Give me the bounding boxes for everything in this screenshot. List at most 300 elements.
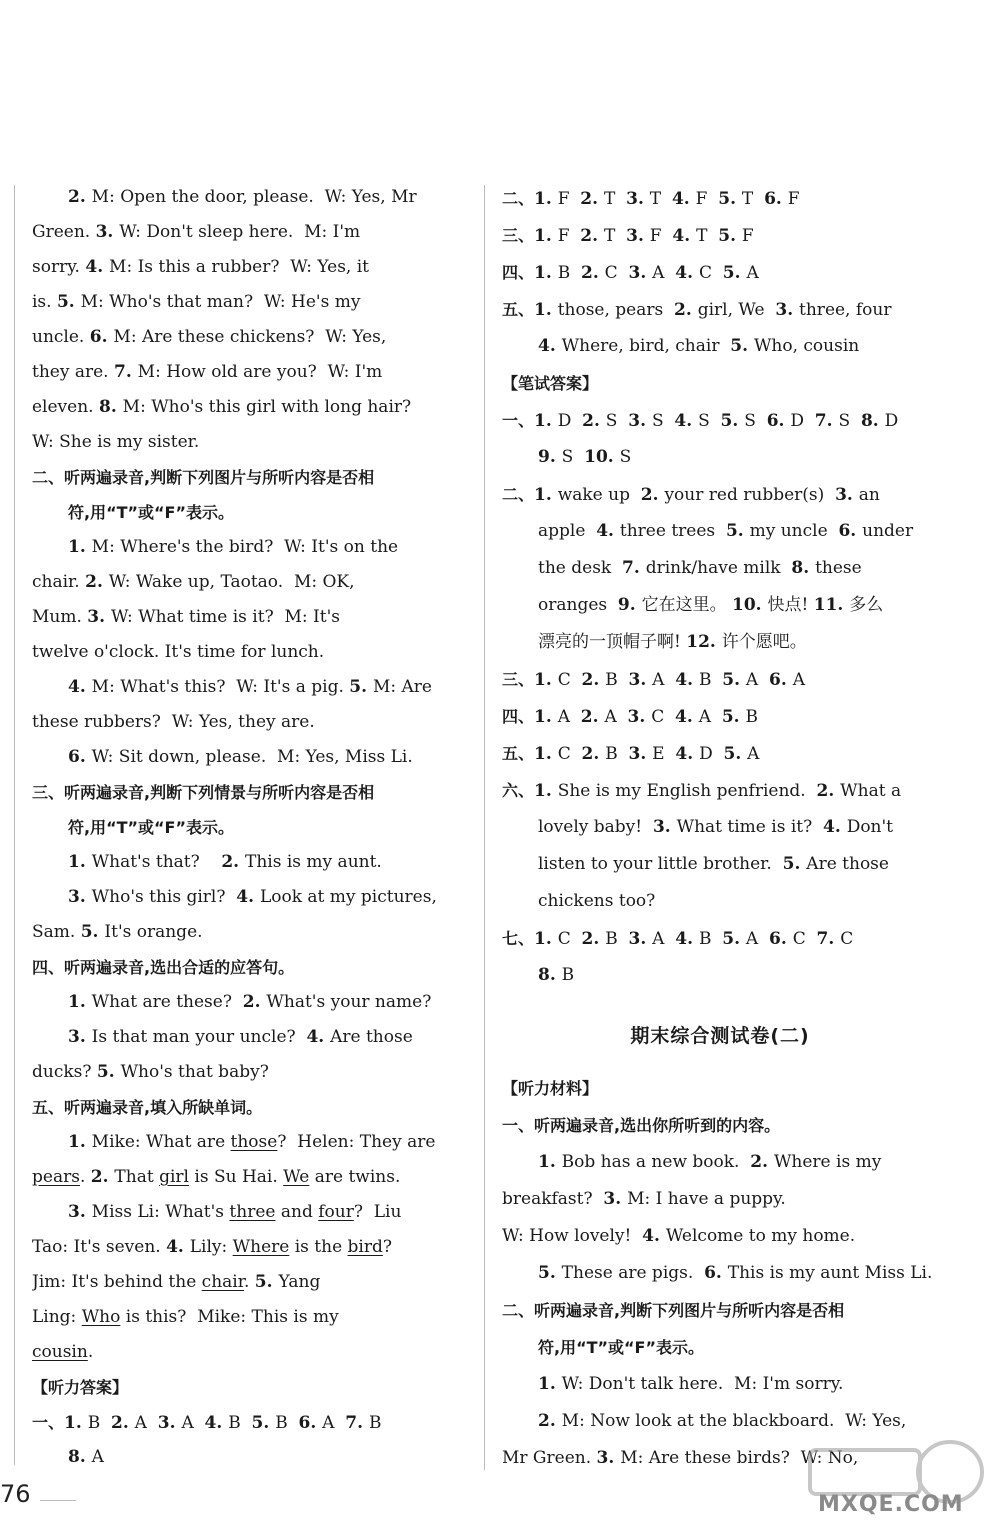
text-line (502, 365, 938, 402)
text-run: B (698, 670, 723, 690)
text-line (32, 1265, 470, 1300)
text-run: Lily: (189, 1237, 233, 1257)
text-run: B (745, 707, 758, 727)
section-heading: 一、听两遍录音,选出你所听到的内容。 (502, 1116, 781, 1135)
item-number: 2. (221, 852, 246, 872)
text-line (502, 1329, 938, 1366)
item-number: 4. (236, 887, 260, 907)
item-number: 6. (764, 189, 788, 209)
item-number: 3. (626, 226, 650, 246)
text-line (32, 600, 470, 635)
text-line (32, 1440, 470, 1475)
text-line (32, 1020, 470, 1055)
item-number: 4. (671, 189, 696, 209)
item-number: 4. (674, 411, 699, 431)
item-number: 4. (538, 336, 562, 356)
text-line (32, 845, 470, 880)
item-number: 5. (56, 292, 81, 312)
text-run: Mr Green. (502, 1448, 597, 1468)
section-heading: 七、 (502, 929, 535, 948)
text-run: F (741, 226, 754, 246)
listening-material-section (502, 1070, 938, 1477)
text-line (502, 1218, 938, 1255)
text-run: sorry. (32, 257, 86, 277)
item-number: 5. (720, 411, 745, 431)
text-run: F (695, 189, 719, 209)
item-number: 3. (627, 707, 652, 727)
item-number: 4. (596, 521, 620, 541)
text-run: W: How lovely! (502, 1226, 643, 1246)
item-number: 7. (814, 411, 839, 431)
text-line (32, 1405, 470, 1440)
text-line (502, 661, 938, 698)
text-run: F (787, 189, 800, 209)
section-heading: 三、 (502, 226, 535, 245)
text-run: Mum. (32, 607, 88, 627)
item-number: 3. (68, 1027, 92, 1047)
item-number: 2. (85, 572, 109, 592)
text-line (502, 291, 938, 328)
text-run: M: Who's that man? W: He's my (80, 292, 361, 312)
underlined-answer: Who (81, 1307, 121, 1327)
text-run: A (792, 670, 805, 690)
item-number: 5. (538, 1263, 562, 1283)
item-number: 1. (534, 300, 558, 320)
text-run: A (746, 263, 759, 283)
text-run: W: She is my sister. (32, 432, 200, 452)
text-run: Who, cousin (753, 336, 860, 356)
item-number: 3. (628, 411, 652, 431)
text-run: A (745, 670, 770, 690)
item-number: 5. (254, 1272, 279, 1292)
text-run: A (91, 1447, 104, 1467)
text-run: S (561, 447, 585, 467)
item-number: 4. (642, 1226, 666, 1246)
text-run: S (698, 411, 721, 431)
text-run: three, four (799, 300, 892, 320)
text-line (502, 920, 938, 957)
section-heading: 符,用“T”或“F”表示。 (538, 1338, 704, 1357)
text-run: Welcome to my home. (665, 1226, 856, 1246)
text-run: an (858, 485, 880, 505)
item-number: 4. (675, 929, 699, 949)
text-run: is. (32, 292, 57, 312)
item-number: 5. (725, 521, 750, 541)
item-number: 3. (603, 1189, 628, 1209)
text-run: A (134, 1413, 158, 1433)
item-number: 5. (718, 226, 742, 246)
text-run: A (698, 707, 722, 727)
text-run: A (747, 744, 760, 764)
item-number: 4. (204, 1413, 229, 1433)
item-number: 4. (166, 1237, 190, 1257)
text-run: What's that? (91, 852, 222, 872)
item-number: 2. (750, 1152, 774, 1172)
text-line (32, 1195, 470, 1230)
text-run: What are these? (91, 992, 243, 1012)
item-number: 2. (581, 744, 606, 764)
item-number: 3. (626, 189, 650, 209)
text-run: girl, We (697, 300, 776, 320)
item-number: 2. (640, 485, 665, 505)
text-line (32, 180, 470, 215)
text-run: F (649, 226, 673, 246)
item-number: 7. (622, 558, 646, 578)
item-number: 1. (534, 929, 558, 949)
item-number: 3. (835, 485, 859, 505)
item-number: 3. (775, 300, 800, 320)
text-run: M: How old are you? W: I'm (137, 362, 383, 382)
text-run: M: Are (372, 677, 432, 697)
text-run: A (652, 670, 676, 690)
section-heading: 六、 (502, 781, 535, 800)
text-run: What's your name? (266, 992, 432, 1012)
text-run: A (557, 707, 581, 727)
item-number: 9. (538, 447, 562, 467)
text-run: Tao: It's seven. (32, 1237, 167, 1257)
item-number: 4. (675, 707, 699, 727)
item-number: 1. (64, 1413, 88, 1433)
text-line (502, 772, 938, 809)
text-run: Where is my (773, 1152, 882, 1172)
text-line (32, 705, 470, 740)
item-number: 2. (580, 226, 604, 246)
text-run: 它在这里。 (641, 595, 732, 615)
item-number: 2. (674, 300, 698, 320)
text-run: M: Is this a rubber? W: Yes, it (109, 257, 369, 277)
item-number: 1. (534, 226, 558, 246)
section-heading: 四、 (502, 263, 535, 282)
text-run: C (604, 263, 629, 283)
underlined-answer: cousin (32, 1342, 88, 1362)
text-line (32, 530, 470, 565)
text-run: B (228, 1413, 252, 1433)
underlined-answer: those (230, 1132, 278, 1152)
text-run: M: Are these birds? W: No, (620, 1448, 859, 1468)
text-run: W: Wake up, Taotao. M: OK, (108, 572, 355, 592)
text-run: B (605, 929, 629, 949)
item-number: 6. (766, 411, 791, 431)
item-number: 3. (596, 1448, 621, 1468)
text-line (32, 880, 470, 915)
item-number: 2. (90, 1167, 115, 1187)
text-line (32, 1230, 470, 1265)
section-heading: 一、 (32, 1413, 65, 1432)
text-run: T (741, 189, 765, 209)
text-run: A (181, 1413, 205, 1433)
item-number: 3. (652, 817, 677, 837)
text-run: T (696, 226, 719, 246)
item-number: 6. (89, 327, 114, 347)
text-line (502, 624, 938, 661)
text-line (502, 1181, 938, 1218)
text-run: W: Don't talk here. M: I'm sorry. (561, 1374, 844, 1394)
text-line (32, 1090, 470, 1125)
item-number: 6. (838, 521, 863, 541)
item-number: 9. (617, 595, 642, 615)
item-number: 1. (534, 781, 558, 801)
text-line (32, 985, 470, 1020)
text-run: ? (382, 1237, 392, 1257)
section-heading: 三、 (502, 670, 535, 689)
item-number: 7. (816, 929, 841, 949)
text-run: W: Sit down, please. M: Yes, Miss Li. (91, 747, 413, 767)
text-run: What a (840, 781, 902, 801)
item-number: 5. (96, 1062, 121, 1082)
item-number: 1. (534, 670, 558, 690)
text-run: breakfast? (502, 1189, 604, 1209)
text-run: A (652, 263, 676, 283)
item-number: 8. (791, 558, 816, 578)
item-number: 2. (538, 1411, 562, 1431)
underlined-answer: We (283, 1167, 310, 1187)
text-line (502, 809, 938, 846)
text-run: 许个愿吧。 (721, 632, 807, 652)
left-column (32, 180, 470, 1475)
text-run: twelve o'clock. It's time for lunch. (32, 642, 325, 662)
item-number: 2. (68, 187, 92, 207)
text-line (32, 355, 470, 390)
text-run: B (557, 263, 581, 283)
text-line (32, 1335, 470, 1370)
text-line (32, 215, 470, 250)
text-line (32, 425, 470, 460)
item-number: 3. (68, 1202, 92, 1222)
text-run: M: What's this? W: It's a pig. (91, 677, 350, 697)
item-number: 10. (584, 447, 620, 467)
text-run: is Su Hai. (188, 1167, 284, 1187)
text-run: Are those (330, 1027, 413, 1047)
text-run: chair. (32, 572, 86, 592)
text-run: M: Are these chickens? W: Yes, (113, 327, 387, 347)
text-line (502, 587, 938, 624)
item-number: 4. (675, 670, 699, 690)
text-run: T (603, 226, 627, 246)
text-line (502, 1366, 938, 1403)
text-run: S (744, 411, 767, 431)
text-run: It's orange. (104, 922, 203, 942)
item-number: 1. (534, 189, 558, 209)
text-run: This is my aunt. (245, 852, 382, 872)
text-line (32, 285, 470, 320)
text-run: wake up (557, 485, 641, 505)
answer-key-section (502, 180, 938, 994)
text-run: the desk (538, 558, 623, 578)
item-number: 1. (538, 1374, 562, 1394)
text-run: your red rubber(s) (664, 485, 836, 505)
text-line (32, 1125, 470, 1160)
text-run: . (87, 1342, 94, 1362)
text-line (32, 740, 470, 775)
text-line (32, 1300, 470, 1335)
text-run: B (605, 744, 629, 764)
section-heading: 【听力答案】 (32, 1378, 129, 1397)
text-line (502, 1144, 938, 1181)
text-run: T (649, 189, 672, 209)
text-run: Bob has a new book. (561, 1152, 751, 1172)
item-number: 8. (98, 397, 123, 417)
text-line (502, 550, 938, 587)
item-number: 7. (113, 362, 138, 382)
text-run: eleven. (32, 397, 99, 417)
text-run: D (884, 411, 899, 431)
underlined-answer: four (318, 1202, 354, 1222)
text-run: 快点! (767, 595, 814, 615)
item-number: 6. (298, 1413, 323, 1433)
section-heading: 二、听两遍录音,判断下列图片与所听内容是否相 (502, 1301, 845, 1320)
text-run: D (699, 744, 724, 764)
item-number: 5. (80, 922, 105, 942)
text-run: are twins. (309, 1167, 401, 1187)
text-run: listen to your little brother. (538, 854, 783, 874)
item-number: 2. (111, 1413, 135, 1433)
text-run: drink/have milk (645, 558, 792, 578)
item-number: 5. (722, 929, 746, 949)
text-run: lovely baby! (538, 817, 653, 837)
text-line (502, 846, 938, 883)
item-number: 1. (68, 852, 92, 872)
item-number: 7. (345, 1413, 369, 1433)
text-run: This is my aunt Miss Li. (727, 1263, 933, 1283)
text-run: B (698, 929, 723, 949)
text-line (502, 735, 938, 772)
test-title: 期末综合测试卷(二) (630, 1025, 810, 1047)
text-run: E (652, 744, 676, 764)
text-run: W: What time is it? M: It's (110, 607, 340, 627)
text-run: these (815, 558, 862, 578)
item-number: 3. (628, 670, 653, 690)
section-heading: 五、听两遍录音,填入所缺单词。 (32, 1098, 263, 1117)
text-run: these rubbers? W: Yes, they are. (32, 712, 315, 732)
item-number: 3. (628, 744, 653, 764)
section-heading: 三、听两遍录音,判断下列情景与所听内容是否相 (32, 783, 375, 802)
text-line (32, 775, 470, 810)
item-number: 2. (581, 263, 605, 283)
text-run: C (557, 929, 582, 949)
section-heading: 一、 (502, 411, 535, 430)
page-number-rule (40, 1500, 76, 1501)
item-number: 8. (538, 965, 562, 985)
item-number: 4. (306, 1027, 331, 1047)
text-line (32, 915, 470, 950)
text-run: Miss Li: What's (91, 1202, 230, 1222)
item-number: 4. (675, 263, 699, 283)
item-number: 3. (68, 887, 92, 907)
text-run: 漂亮的一顶帽子啊! (538, 632, 687, 652)
section-heading: 五、 (502, 744, 535, 763)
text-run: Green. (32, 222, 96, 242)
text-run: apple (538, 521, 597, 541)
text-run: . (79, 1167, 91, 1187)
text-run: T (603, 189, 627, 209)
text-line (32, 390, 470, 425)
item-number: 4. (675, 744, 700, 764)
text-line (32, 320, 470, 355)
text-run: those, pears (557, 300, 675, 320)
text-line (32, 635, 470, 670)
text-run: S (838, 411, 861, 431)
text-line (502, 254, 938, 291)
text-run: S (651, 411, 675, 431)
text-run: Mike: What are (91, 1132, 231, 1152)
text-run: That (114, 1167, 160, 1187)
text-run: Look at my pictures, (259, 887, 437, 907)
item-number: 2. (816, 781, 841, 801)
text-line (32, 1055, 470, 1090)
item-number: 3. (95, 222, 120, 242)
section-heading: 【听力材料】 (502, 1079, 599, 1098)
text-run: S (619, 447, 632, 467)
text-run: Who's that baby? (120, 1062, 269, 1082)
item-number: 5. (723, 744, 748, 764)
text-run: ducks? (32, 1062, 97, 1082)
item-number: 1. (534, 263, 558, 283)
item-number: 10. (732, 595, 768, 615)
text-run: M: Where's the bird? W: It's on the (91, 537, 399, 557)
text-run: uncle. (32, 327, 90, 347)
item-number: 4. (672, 226, 697, 246)
section-heading: 二、听两遍录音,判断下列图片与所听内容是否相 (32, 468, 375, 487)
text-run: . (243, 1272, 255, 1292)
item-number: 5. (730, 336, 754, 356)
text-line (502, 1292, 938, 1329)
item-number: 5. (722, 670, 746, 690)
text-run: C (651, 707, 676, 727)
text-line (502, 1107, 938, 1144)
text-run: Jim: It's behind the (32, 1272, 202, 1292)
text-run: These are pigs. (561, 1263, 705, 1283)
underlined-answer: girl (159, 1167, 189, 1187)
item-number: 1. (534, 411, 558, 431)
text-run: 多么 (849, 595, 884, 615)
watermark-text: MXQE.COM (818, 1492, 964, 1517)
text-run: three trees (619, 521, 726, 541)
text-run: B (87, 1413, 111, 1433)
section-heading: 五、 (502, 300, 535, 319)
text-line (502, 476, 938, 513)
text-run: A (604, 707, 628, 727)
item-number: 1. (68, 992, 92, 1012)
text-line (502, 1255, 938, 1292)
item-number: 1. (538, 1152, 562, 1172)
section-heading: 四、听两遍录音,选出合适的应答句。 (32, 958, 295, 977)
item-number: 1. (68, 1132, 92, 1152)
text-line (502, 217, 938, 254)
text-run: F (557, 226, 581, 246)
text-line (502, 1070, 938, 1107)
item-number: 1. (534, 744, 558, 764)
item-number: 2. (581, 929, 606, 949)
item-number: 1. (534, 707, 558, 727)
item-number: 5. (782, 854, 807, 874)
text-run: F (557, 189, 581, 209)
text-run: my uncle (749, 521, 839, 541)
text-run: is this? Mike: This is my (120, 1307, 339, 1327)
text-run: oranges (538, 595, 618, 615)
text-line (32, 810, 470, 845)
column-divider (484, 185, 485, 1470)
item-number: 12. (686, 632, 722, 652)
item-number: 4. (85, 257, 110, 277)
text-run: M: Now look at the blackboard. W: Yes, (561, 1411, 907, 1431)
text-run: ? Helen: They are (277, 1132, 436, 1152)
text-run: Who's this girl? (91, 887, 237, 907)
underlined-answer: Where (232, 1237, 290, 1257)
text-run: B (368, 1413, 382, 1433)
text-run: under (862, 521, 914, 541)
text-line (32, 250, 470, 285)
text-line (32, 460, 470, 495)
